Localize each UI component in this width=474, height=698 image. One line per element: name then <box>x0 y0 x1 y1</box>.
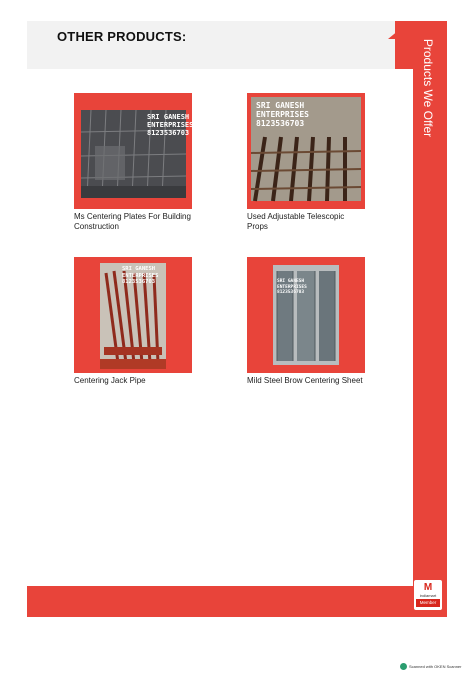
side-tab-arrow <box>388 21 447 39</box>
product-thumbnail[interactable] <box>74 257 192 373</box>
product-caption[interactable]: Ms Centering Plates For Building Construction <box>74 212 191 231</box>
product-card[interactable] <box>247 257 365 386</box>
product-card[interactable] <box>247 93 365 232</box>
product-caption[interactable]: Used Adjustable Telescopic Props <box>247 212 345 231</box>
indiamart-member-badge[interactable] <box>414 580 442 610</box>
scanner-text: Scanned with OKEN Scanner <box>409 664 462 669</box>
product-card[interactable] <box>74 93 192 232</box>
page-title: OTHER PRODUCTS: <box>57 29 187 44</box>
product-photo <box>251 97 361 201</box>
watermark-text: SRI GANESH ENTERPRISES 8123536703 <box>122 266 159 285</box>
badge-brand: indiamart <box>419 593 437 598</box>
product-photo <box>81 110 194 198</box>
indiamart-logo-icon: M <box>423 582 433 593</box>
product-thumbnail[interactable] <box>74 93 192 209</box>
product-caption[interactable]: Centering Jack Pipe <box>74 376 146 385</box>
product-thumbnail[interactable] <box>247 93 365 209</box>
watermark-text: SRI GANESH ENTERPRISES 8123536703 <box>277 279 307 295</box>
watermark-text: SRI GANESH ENTERPRISES 8123536703 <box>256 101 309 128</box>
scanner-logo-icon <box>400 663 407 670</box>
badge-label: Member <box>416 599 440 607</box>
product-photo <box>273 265 339 365</box>
watermark-text: SRI GANESH ENTERPRISES 8123536703 <box>147 113 194 137</box>
product-card[interactable] <box>74 257 192 386</box>
side-tab-label: Products We Offer <box>421 38 435 138</box>
product-photo <box>100 263 166 369</box>
product-caption[interactable]: Mild Steel Brow Centering Sheet <box>247 376 363 385</box>
product-thumbnail[interactable] <box>247 257 365 373</box>
scanner-footnote <box>400 663 461 670</box>
